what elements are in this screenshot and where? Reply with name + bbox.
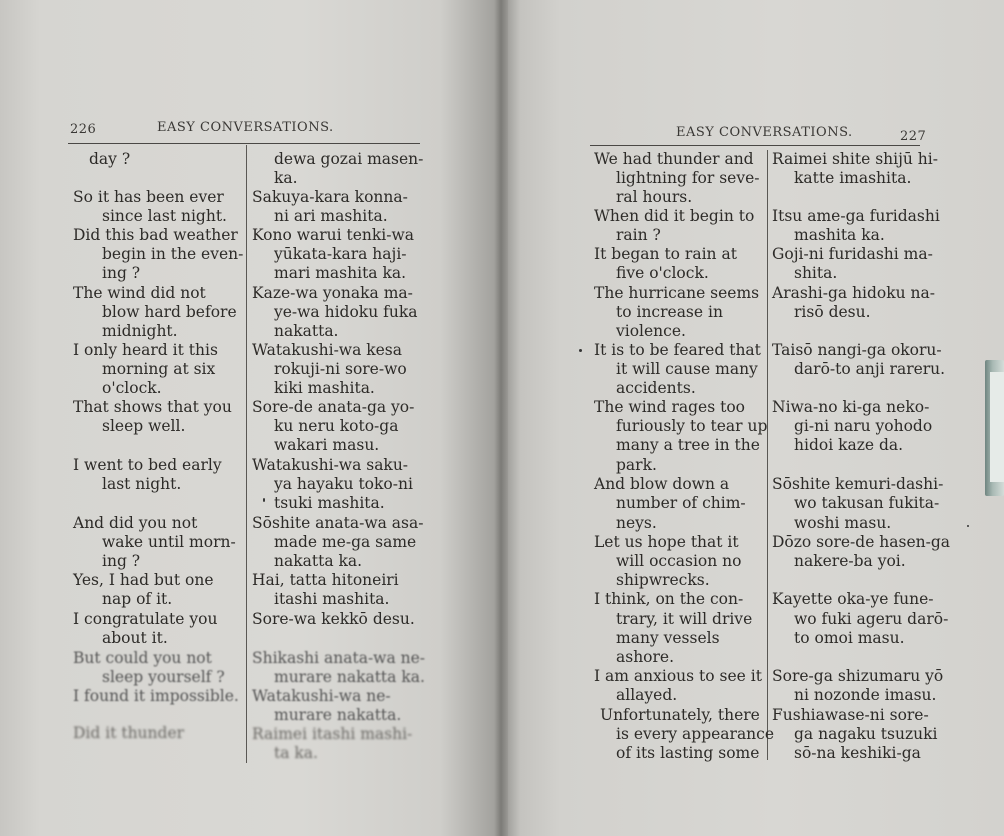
- left-header-rule: [68, 143, 420, 144]
- text-line: woshi masu.: [794, 514, 892, 532]
- text-line: Raimei itashi mashi-: [252, 725, 413, 743]
- text-line: ya hayaku toko-ni: [274, 475, 413, 493]
- text-line: of its lasting some: [616, 744, 760, 762]
- text-line: park.: [616, 456, 657, 474]
- text-line: ta ka.: [274, 744, 318, 762]
- text-line: nap of it.: [102, 590, 173, 608]
- text-line: Kaze-wa yonaka ma-: [252, 284, 413, 302]
- text-line: about it.: [102, 629, 168, 647]
- text-line: ye-wa hidoku fuka: [274, 303, 418, 321]
- text-line: to increase in: [616, 303, 723, 321]
- right-header-rule: [590, 145, 920, 146]
- text-line: Raimei shite shijū hi-: [772, 150, 938, 168]
- text-line: nakatta ka.: [274, 552, 363, 570]
- text-line: murare nakatta.: [274, 706, 402, 724]
- text-line: wo takusan fukita-: [794, 494, 940, 512]
- text-line: midnight.: [102, 322, 178, 340]
- text-line: ing ?: [102, 264, 141, 282]
- text-line: made me-ga same: [274, 533, 417, 551]
- text-line: Fushiawase-ni sore-: [772, 706, 929, 724]
- bookmark-tab-inner: [990, 372, 1004, 482]
- text-line: Watakushi-wa saku-: [252, 456, 409, 474]
- text-line: wakari masu.: [274, 436, 380, 454]
- text-line: to omoi masu.: [794, 629, 905, 647]
- text-line: risō desu.: [794, 303, 871, 321]
- text-line: sleep yourself ?: [102, 668, 225, 686]
- text-line: Hai, tatta hitoneiri: [252, 571, 399, 589]
- text-line: Watakushi-wa ne-: [252, 687, 391, 705]
- text-line: five o'clock.: [616, 264, 709, 282]
- text-line: We had thunder and: [594, 150, 754, 168]
- text-line: lightning for seve-: [616, 169, 760, 187]
- margin-dot: [967, 525, 969, 527]
- text-line: That shows that you: [73, 398, 232, 416]
- text-line: nakatta.: [274, 322, 339, 340]
- text-line: Did it thunder: [73, 724, 185, 742]
- text-line: I congratulate you: [73, 610, 218, 628]
- text-line: trary, it will drive: [616, 610, 753, 628]
- left-column-divider: [246, 145, 247, 763]
- text-line: I think, on the con-: [594, 590, 744, 608]
- text-line: ing ?: [102, 552, 141, 570]
- text-line: mari mashita ka.: [274, 264, 407, 282]
- text-line: nakere-ba yoi.: [794, 552, 906, 570]
- text-line: Goji-ni furidashi ma-: [772, 245, 933, 263]
- text-line: begin in the even-: [102, 245, 244, 263]
- text-line: When did it begin to: [594, 207, 755, 225]
- right-page-number: 227: [900, 129, 927, 144]
- text-line: furiously to tear up: [616, 417, 768, 435]
- text-line: ku neru koto-ga: [274, 417, 399, 435]
- text-line: Sore-wa kekkō desu.: [252, 610, 415, 628]
- text-line: Kono warui tenki-wa: [252, 226, 415, 244]
- text-line: shipwrecks.: [616, 571, 710, 589]
- text-line: wake until morn-: [102, 533, 236, 551]
- text-line: neys.: [616, 514, 657, 532]
- text-line: violence.: [616, 322, 686, 340]
- margin-dot: [579, 349, 582, 352]
- text-line: Sōshite kemuri-dashi-: [772, 475, 944, 493]
- text-line: Sakuya-kara konna-: [252, 188, 408, 206]
- text-line: ni ari mashita.: [274, 207, 388, 225]
- text-line: is every appearance: [616, 725, 775, 743]
- text-line: ga nagaku tsuzuki: [794, 725, 938, 743]
- text-line: rokuji-ni sore-wo: [274, 360, 407, 378]
- text-line: I found it impossible.: [73, 687, 239, 705]
- text-line: Itsu ame-ga furidashi: [772, 207, 940, 225]
- text-line: Niwa-no ki-ga neko-: [772, 398, 930, 416]
- text-line: wo fuki ageru darō-: [794, 610, 949, 628]
- text-line: Kayette oka-ye fune-: [772, 590, 934, 608]
- margin-dot: [263, 498, 265, 502]
- text-line: ka.: [274, 169, 298, 187]
- text-line: Did this bad weather: [73, 226, 238, 244]
- text-line: Let us hope that it: [594, 533, 739, 551]
- text-line: But could you not: [73, 649, 212, 667]
- text-line: sō-na keshiki-ga: [794, 744, 921, 762]
- text-line: katte imashita.: [794, 169, 912, 187]
- text-line: many vessels: [616, 629, 720, 647]
- text-line: Dōzo sore-de hasen-ga: [772, 533, 951, 551]
- text-line: Shikashi anata-wa ne-: [252, 649, 426, 667]
- text-line: Sore-ga shizumaru yō: [772, 667, 944, 685]
- text-line: Sore-de anata-ga yo-: [252, 398, 415, 416]
- text-line: yūkata-kara haji-: [274, 245, 407, 263]
- text-line: I only heard it this: [73, 341, 218, 359]
- text-line: shita.: [794, 264, 838, 282]
- text-line: dewa gozai masen-: [274, 150, 424, 168]
- text-line: murare nakatta ka.: [274, 668, 425, 686]
- text-line: many a tree in the: [616, 436, 760, 454]
- text-line: accidents.: [616, 379, 696, 397]
- left-page-number: 226: [70, 122, 97, 137]
- text-line: I went to bed early: [73, 456, 222, 474]
- text-line: kiki mashita.: [274, 379, 375, 397]
- text-line: it will cause many: [616, 360, 758, 378]
- text-line: Watakushi-wa kesa: [252, 341, 402, 359]
- text-line: morning at six: [102, 360, 216, 378]
- text-line: itashi mashita.: [274, 590, 390, 608]
- text-line: since last night.: [102, 207, 227, 225]
- text-line: hidoi kaze da.: [794, 436, 904, 454]
- text-line: Yes, I had but one: [73, 571, 214, 589]
- text-line: will occasion no: [616, 552, 742, 570]
- right-running-head: EASY CONVERSATIONS.: [676, 125, 853, 140]
- text-line: o'clock.: [102, 379, 162, 397]
- text-line: And blow down a: [594, 475, 730, 493]
- text-line: tsuki mashita.: [274, 494, 385, 512]
- text-line: ni nozonde imasu.: [794, 686, 937, 704]
- book-gutter: [494, 0, 508, 836]
- text-line: sleep well.: [102, 417, 186, 435]
- text-line: last night.: [102, 475, 182, 493]
- text-line: blow hard before: [102, 303, 237, 321]
- text-line: The hurricane seems: [594, 284, 760, 302]
- text-line: rain ?: [616, 226, 661, 244]
- text-line: gi-ni naru yohodo: [794, 417, 933, 435]
- text-line: ral hours.: [616, 188, 693, 206]
- text-line: It is to be feared that: [594, 341, 761, 359]
- text-line: I am anxious to see it: [594, 667, 762, 685]
- text-line: Taisō nangi-ga okoru-: [772, 341, 942, 359]
- text-line: darō-to anji rareru.: [794, 360, 946, 378]
- text-line: allayed.: [616, 686, 678, 704]
- text-line: So it has been ever: [73, 188, 224, 206]
- text-line: Unfortunately, there: [600, 706, 760, 724]
- right-column-divider: [767, 150, 768, 760]
- text-line: Arashi-ga hidoku na-: [772, 284, 936, 302]
- text-line: The wind rages too: [594, 398, 745, 416]
- text-line: It began to rain at: [594, 245, 737, 263]
- text-line: day ?: [89, 150, 131, 168]
- left-running-head: EASY CONVERSATIONS.: [157, 120, 334, 135]
- text-line: ashore.: [616, 648, 675, 666]
- text-line: The wind did not: [73, 284, 206, 302]
- text-line: mashita ka.: [794, 226, 885, 244]
- text-line: number of chim-: [616, 494, 746, 512]
- text-line: Sōshite anata-wa asa-: [252, 514, 424, 532]
- text-line: And did you not: [73, 514, 198, 532]
